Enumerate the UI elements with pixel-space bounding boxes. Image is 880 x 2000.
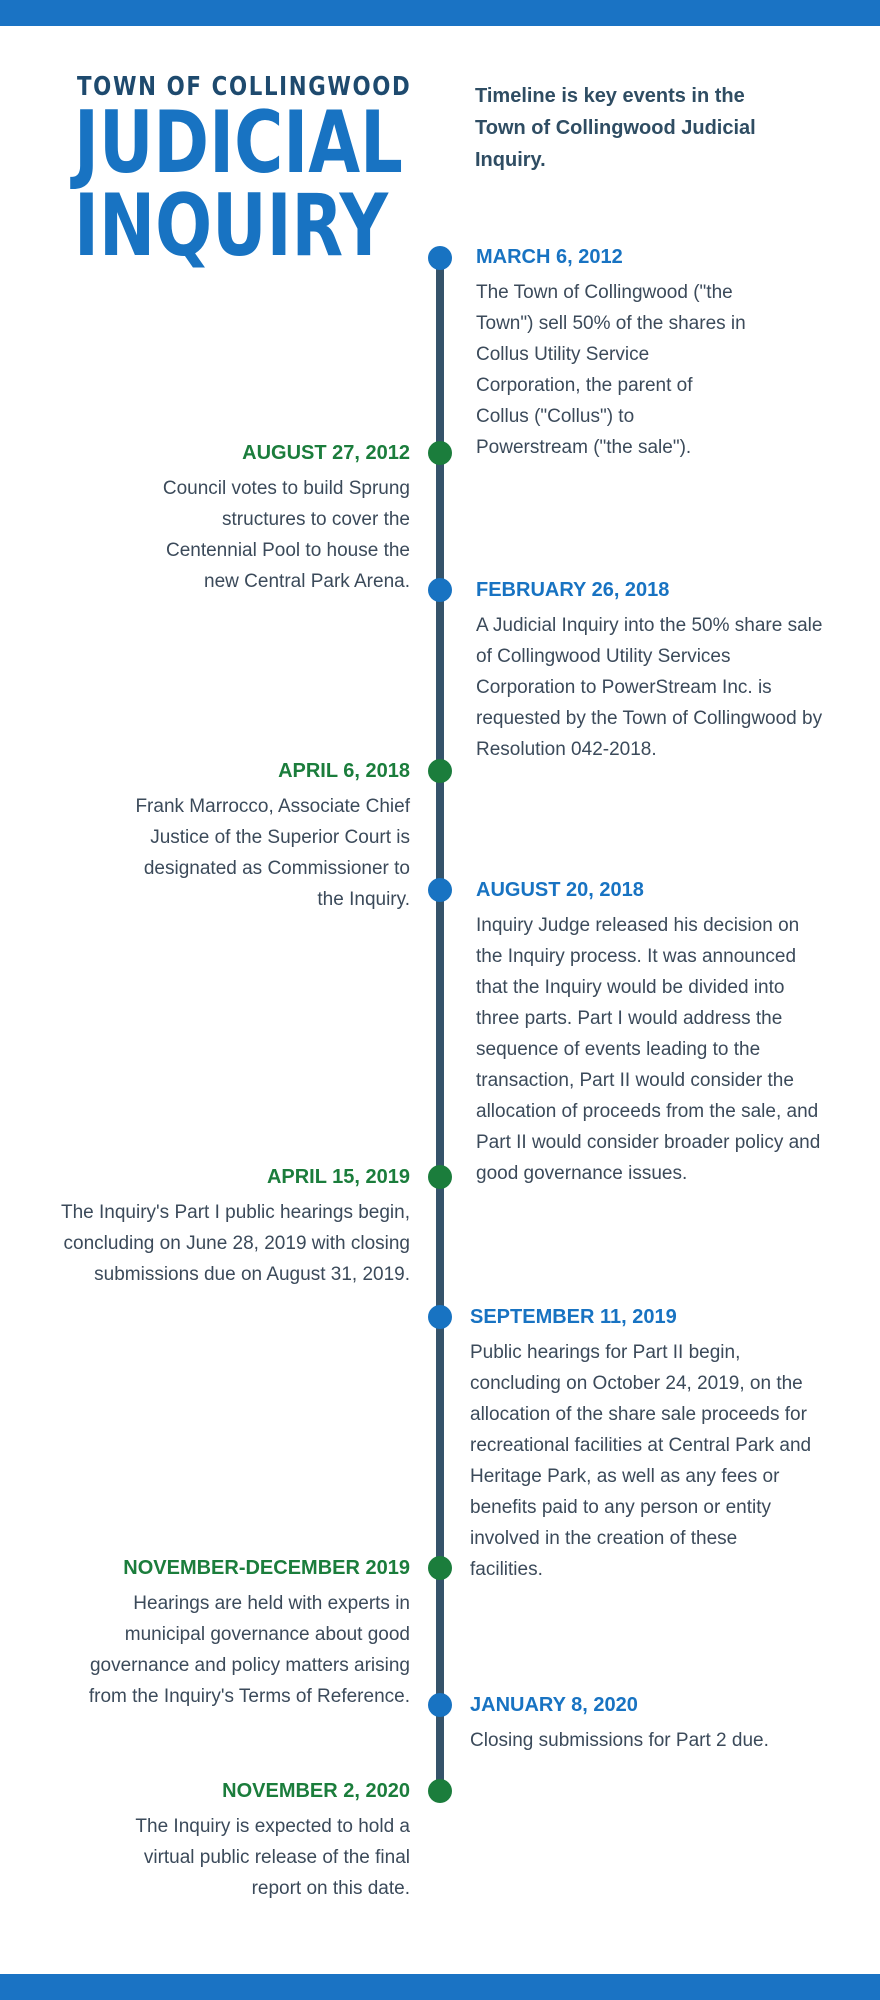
timeline-event-7 <box>470 1305 815 1585</box>
timeline-dot-10 <box>428 1779 452 1803</box>
event-date: AUGUST 20, 2018 <box>476 879 644 901</box>
event-description: Inquiry Judge released his decision on the Inquiry process. It was announced that the Inquiry would be divided into three parts. Part I would address the sequence of events leading to the transaction, Part II would consider the allocation of proceeds from the sale, and Part II would consider broader policy and good governance issues. <box>476 915 821 1184</box>
timeline-dot-6 <box>428 1165 452 1189</box>
event-description: Closing submissions for Part 2 due. <box>470 1730 769 1751</box>
timeline-dot-3 <box>428 578 452 602</box>
event-date: NOVEMBER 2, 2020 <box>222 1780 410 1802</box>
event-date: APRIL 15, 2019 <box>266 1166 410 1188</box>
intro-text: Timeline is key events in the Town of Collingwood Judicial Inquiry. <box>475 85 756 171</box>
timeline-dot-4 <box>428 759 452 783</box>
timeline-event-6 <box>60 1165 410 1290</box>
timeline-event-8 <box>56 1556 410 1712</box>
timeline-event-5 <box>476 878 828 1189</box>
event-description: A Judicial Inquiry into the 50% share sale of Collingwood Utility Services Corporation to PowerStream Inc. is requested by the Town of Collingwood by Resolution 042-2018. <box>476 615 823 760</box>
event-description: Public hearings for Part II begin, concluding on October 24, 2019, on the allocation of the share sale proceeds for recreational facilities at Central Park and Heritage Park, as well as any fees or benefits paid to any person or entity involved in the creation of these facilities. <box>470 1342 812 1580</box>
timeline-event-10 <box>60 1779 410 1904</box>
event-description: Hearings are held with experts in municipal governance about good governance and policy matters arising from the Inquiry's Terms of Reference. <box>88 1593 410 1707</box>
timeline-dot-9 <box>428 1693 452 1717</box>
event-description: Council votes to build Sprung structures to cover the Centennial Pool to house the new Central Park Arena. <box>162 478 410 592</box>
top-accent-bar <box>0 0 880 26</box>
timeline-dot-2 <box>428 441 452 465</box>
event-description: The Inquiry is expected to hold a virtual public release of the final report on this date. <box>135 1816 410 1899</box>
timeline-event-3 <box>476 578 834 765</box>
event-date: NOVEMBER-DECEMBER 2019 <box>123 1557 410 1579</box>
event-date: MARCH 6, 2012 <box>476 246 623 268</box>
timeline-event-1 <box>476 245 746 463</box>
page-title-line2: INQUIRY <box>74 176 389 276</box>
bottom-accent-bar <box>0 1974 880 2000</box>
timeline-dot-7 <box>428 1305 452 1329</box>
event-date: SEPTEMBER 11, 2019 <box>470 1306 677 1328</box>
event-date: APRIL 6, 2018 <box>278 760 410 782</box>
event-date: FEBRUARY 26, 2018 <box>476 579 670 601</box>
page-title-line1: JUDICIAL <box>74 93 403 193</box>
timeline-event-9 <box>470 1693 810 1756</box>
timeline-event-4 <box>60 759 410 915</box>
event-date: AUGUST 27, 2012 <box>242 442 410 464</box>
event-date: JANUARY 8, 2020 <box>470 1694 638 1716</box>
event-description: The Inquiry's Part I public hearings begin, concluding on June 28, 2019 with closing submissions due on August 31, 2019. <box>61 1202 410 1285</box>
timeline-event-2 <box>60 441 410 597</box>
timeline-dot-5 <box>428 878 452 902</box>
event-description: The Town of Collingwood ("the Town") sell 50% of the shares in Collus Utility Service Corporation, the parent of Collus ("Collus") to Powerstream ("the sale"). <box>476 282 746 458</box>
event-description: Frank Marrocco, Associate Chief Justice of the Superior Court is designated as Commissioner to the Inquiry. <box>135 796 410 910</box>
header-kicker: TOWN OF COLLINGWOOD <box>77 72 412 102</box>
timeline-dot-8 <box>428 1556 452 1580</box>
timeline-dot-1 <box>428 246 452 270</box>
